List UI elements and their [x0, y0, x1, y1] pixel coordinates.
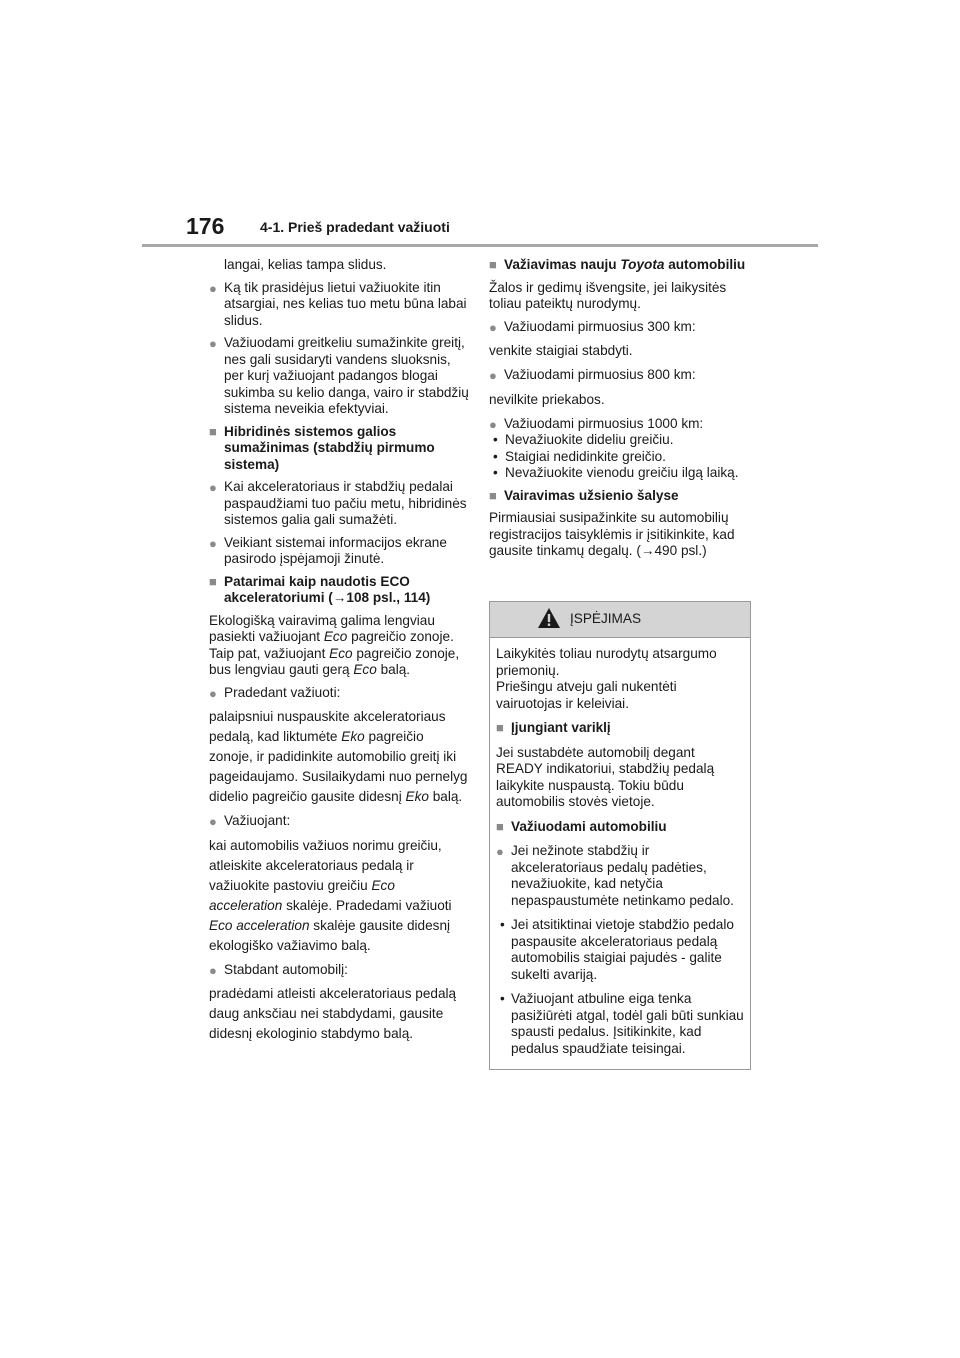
round-bullet-icon: ● [209, 280, 217, 296]
square-bullet-icon: ■ [496, 720, 504, 735]
round-bullet-icon: ● [209, 535, 217, 551]
list-item [489, 432, 751, 449]
new-car-heading-text: automobiliu [664, 257, 746, 272]
km800-bullet [489, 367, 751, 384]
warning-body [490, 638, 750, 1057]
driving-warning-bullet-text: Jei nežinote stabdžių ir akceleratoriaus pedalų padėties, nevažiuokite, kad netyčia nepaspaustumėte netinkamo pedalo. [511, 843, 734, 908]
round-bullet-icon: ● [209, 814, 217, 829]
eco-intro-part: balą. [376, 662, 411, 677]
warning-header [490, 602, 750, 638]
square-bullet-icon: ■ [496, 818, 504, 834]
driving-label: Važiuojant: [224, 813, 291, 828]
driving-warning-heading [496, 819, 744, 836]
eco-intro-part: pagreičio zonoje, bus lengviau gauti gerą [209, 645, 460, 677]
start-bullet [209, 685, 469, 702]
driving-warning-heading-text: Važiuodami automobiliu [511, 818, 667, 834]
start-text-part: palaipsniui nuspauskite akceleratoriaus pedalą, kad liktumėte [209, 709, 446, 744]
abroad-text: Pirmiausiai susipažinkite su automobilių registracijos taisyklėmis ir įsitikinkite, kad gausite tinkamų degalų. (→490 psl.) [489, 510, 735, 558]
warning-title: ĮSPĖJIMAS [570, 611, 642, 626]
small-bullet-icon: • [500, 917, 505, 932]
round-bullet-icon: ● [209, 480, 217, 495]
warning-intro: Laikykitės toliau nurodytų atsargumo priemonių. Priešingu atveju gali nukentėti vairuotojas ir keleiviai. [496, 646, 717, 711]
hybrid-heading-text: Hibridinės sistemos galios sumažinimas (stabdžių pirmumo sistema) [224, 423, 435, 472]
warning-note-1 [496, 917, 744, 983]
driving-bullet [209, 813, 469, 830]
right-column [489, 257, 751, 566]
warning-note-1-text: Jei atsitiktinai vietoje stabdžio pedalo paspausite akceleratoriaus pedalą automobilis staigiai pajudės - galite sukelti avariją. [511, 917, 734, 982]
round-bullet-icon: ● [489, 368, 497, 383]
square-bullet-icon: ■ [209, 423, 217, 439]
brand-name: Toyota [620, 257, 665, 272]
rain-bullet-2-text: Važiuodami greitkeliu sumažinkite greitį, nes gali susidaryti vandens sluoksnis, per kurį važiuojant padangos blogai sukimba su kelio danga, vairo ir stabdžių sistema neveikia efektyviai. [224, 335, 469, 416]
rain-bullet-2 [209, 335, 469, 418]
start-text-part: pagreičio zonoje, ir padidinkite automobilio greitį iki pageidaujamo. Susilaikydami nuo pernelyg didelio pagreičio gausite didesnį [209, 729, 468, 804]
rain-bullet-1-text: Ką tik prasidėjus lietui važiuokite itin atsargiai, nes kelias tuo metu būna labai slidus. [224, 279, 467, 328]
list-item [489, 449, 751, 466]
stopping-text: pradėdami atleisti akceleratoriaus pedalą daug anksčiau nei stabdydami, gausite didesnį ekologinio stabdymo balą. [209, 986, 457, 1041]
km800-label: Važiuodami pirmuosius 800 km: [504, 367, 696, 382]
warning-note-2 [496, 991, 744, 1057]
small-bullet-icon: • [493, 432, 498, 447]
km300-text: venkite staigiai stabdyti. [489, 343, 633, 358]
driving-text-part: skalėje gausite didesnį ekologiško važiavimo balą. [209, 917, 451, 953]
eco-term: Eco [323, 629, 348, 644]
driving-text-part: skalėje. Pradedami važiuoti [282, 897, 452, 913]
new-car-heading-text: Važiavimas nauju [504, 257, 621, 272]
engine-heading-text: Įjungiant variklį [511, 720, 611, 735]
km1000-list [489, 432, 751, 482]
stopping-bullet [209, 962, 469, 979]
eco-term: Eco [353, 662, 377, 677]
new-car-intro: Žalos ir gedimų išvengsite, jei laikysitės toliau pateiktų nurodymų. [489, 279, 727, 311]
round-bullet-icon: ● [209, 685, 217, 701]
square-bullet-icon: ■ [209, 573, 217, 589]
list-item-text: Nevažiuokite dideliu greičiu. [505, 432, 674, 447]
round-bullet-icon: ● [209, 962, 217, 978]
eco-acceleration-term: Eco acceleration [209, 917, 310, 933]
list-item-text: Nevažiuokite vienodu greičiu ilgą laiką. [505, 465, 739, 480]
hybrid-heading [209, 424, 469, 474]
km1000-bullet [489, 416, 751, 433]
start-text-part: balą. [428, 789, 463, 804]
hybrid-bullet-2-text: Veikiant sistemai informacijos ekrane pasirodo įspėjamoji žinutė. [224, 534, 447, 566]
square-bullet-icon: ■ [489, 487, 497, 503]
small-bullet-icon: • [493, 465, 498, 480]
eco-heading [209, 574, 469, 607]
driving-text [209, 836, 469, 956]
round-bullet-icon: ● [496, 844, 504, 859]
eco-term: Eco [329, 645, 353, 661]
abroad-heading-text: Vairavimas užsienio šalyse [504, 487, 679, 503]
engine-text: Jei sustabdėte automobilį degant READY indikatoriui, stabdžių pedalą laikykite nuspaustą. Tokiu būdu automobilis stovės vietoje. [496, 744, 715, 809]
header-rule [142, 244, 818, 247]
new-car-heading [489, 257, 751, 274]
eco-intro-part: pagreičio zonoje. Taip pat, važiuojant [209, 629, 454, 661]
eco-acceleration-term: Eco acceleration [209, 877, 395, 913]
small-bullet-icon: • [493, 448, 498, 464]
driving-warning-bullet [496, 843, 744, 909]
warning-note-2-text: Važiuojant atbuline eiga tenka pasižiūrėti atgal, todėl gali būti sunkiau spausti pedalus. Įsitikinkite, kad pedalus spaudžiate teisingai. [511, 991, 744, 1056]
km800-text: nevilkite priekabos. [489, 391, 605, 407]
hybrid-bullet-1 [209, 479, 469, 529]
driving-text-part: kai automobilis važiuos norimu greičiu, atleiskite akceleratoriaus pedalą ir važiuokite pastoviu greičiu [209, 837, 442, 893]
eco-intro [209, 613, 469, 679]
rain-bullet-1 [209, 280, 469, 330]
left-column [209, 257, 469, 1050]
start-label: Pradedant važiuoti: [224, 684, 341, 700]
stopping-label: Stabdant automobilį: [224, 961, 348, 977]
eco-intro-part: Ekologišką vairavimą galima lengviau pasiekti važiuojant [209, 612, 435, 644]
hybrid-bullet-1-text: Kai akceleratoriaus ir stabdžių pedalai paspaudžiami tuo pačiu metu, hibridinės sistemos galia gali sumažėti. [224, 479, 467, 527]
small-bullet-icon: • [500, 991, 505, 1006]
list-item [489, 465, 751, 482]
round-bullet-icon: ● [489, 319, 497, 335]
km300-label: Važiuodami pirmuosius 300 km: [504, 318, 696, 334]
start-text [209, 707, 469, 807]
engine-heading [496, 720, 744, 737]
round-bullet-icon: ● [489, 416, 497, 432]
abroad-heading [489, 488, 751, 505]
warning-triangle-icon [537, 607, 561, 629]
square-bullet-icon: ■ [489, 257, 497, 272]
list-item-text: Staigiai nedidinkite greičio. [505, 448, 666, 464]
round-bullet-icon: ● [209, 336, 217, 351]
km300-bullet [489, 319, 751, 336]
hybrid-bullet-2 [209, 535, 469, 568]
page-number: 176 [186, 213, 225, 239]
eco-heading-text: Patarimai kaip naudotis ECO akceleratoriumi (→108 psl., 114) [224, 573, 431, 605]
eko-term: Eko [341, 729, 365, 744]
section-title: 4-1. Prieš pradedant važiuoti [260, 219, 450, 235]
eko-term: Eko [405, 789, 429, 804]
km1000-label: Važiuodami pirmuosius 1000 km: [504, 415, 704, 431]
rain-intro: langai, kelias tampa slidus. [224, 257, 387, 272]
warning-box [489, 601, 751, 1070]
